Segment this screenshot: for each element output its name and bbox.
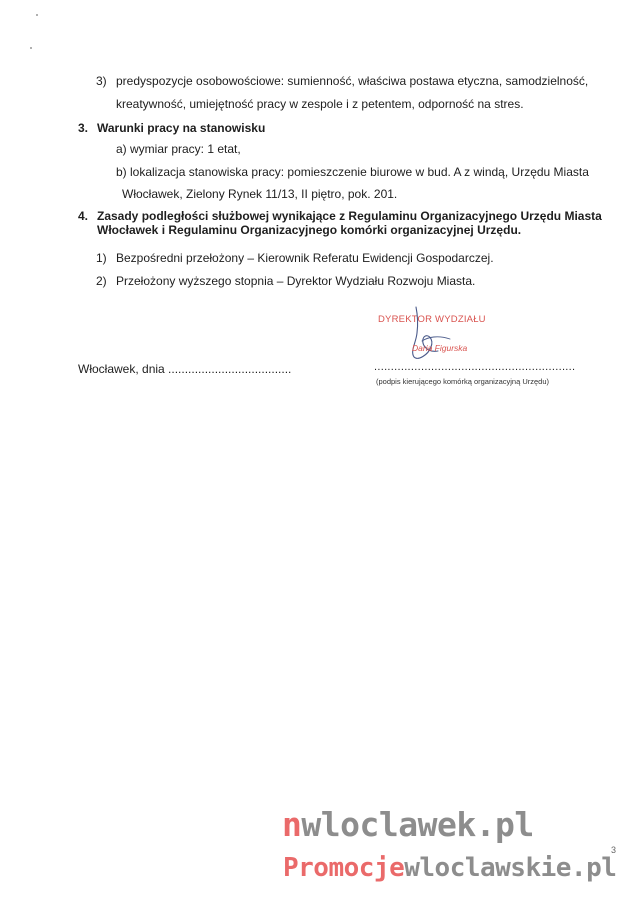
page-number: 3 <box>611 845 617 855</box>
watermark-line1 <box>282 806 534 844</box>
section4-item2: Przełożony wyższego stopnia – Dyrektor Wydziału Rozwoju Miasta. <box>116 274 476 288</box>
watermark-line2-grey: wloclawskie.pl <box>404 853 617 883</box>
place-date-line: Włocławek, dnia ..................................... <box>78 362 292 376</box>
section4-title-line1: Zasady podległości służbowej wynikające z Regulaminu Organizacyjnego Urzędu Miasta <box>97 209 602 223</box>
section4-item2-number: 2) <box>96 274 107 288</box>
signature-dotted-line: ............................................................ <box>374 361 576 373</box>
section3-number: 3. <box>78 121 89 135</box>
scan-speck <box>30 47 32 49</box>
signature-caption: (podpis kierującego komórką organizacyjną Urzędu) <box>376 377 550 386</box>
section4-number: 4. <box>78 209 89 223</box>
director-stamp-title: DYREKTOR WYDZIAŁU <box>378 314 486 325</box>
item3-line1: predyspozycje osobowościowe: sumienność, właściwa postawa etyczna, samodzielność, <box>116 74 589 88</box>
watermark-line1-red: n <box>282 805 302 844</box>
scan-speck <box>36 14 38 16</box>
watermark-line2 <box>283 853 616 883</box>
watermark-line1-grey: wloclawek.pl <box>301 805 534 844</box>
watermark-line2-red: Promocje <box>283 853 405 883</box>
section3-item-b-line2: Włocławek, Zielony Rynek 11/13, II piętro, pok. 201. <box>122 187 398 201</box>
section3-title: Warunki pracy na stanowisku <box>97 121 266 135</box>
section3-item-b-line1: b) lokalizacja stanowiska pracy: pomieszczenie biurowe w bud. A z windą, Urzędu Miasta <box>116 165 589 179</box>
section4-item1-number: 1) <box>96 251 107 265</box>
item3-number: 3) <box>96 74 107 88</box>
section4-title-line2: Włocławek i Regulaminu Organizacyjnego komórki organizacyjnej Urzędu. <box>97 223 522 237</box>
section4-item1: Bezpośredni przełożony – Kierownik Referatu Ewidencji Gospodarczej. <box>116 251 494 265</box>
section3-item-a: a) wymiar pracy: 1 etat, <box>116 142 241 156</box>
item3-line2: kreatywność, umiejętność pracy w zespole i z petentem, odporność na stres. <box>116 97 524 111</box>
director-stamp-name: Daria Figurska <box>412 343 468 353</box>
